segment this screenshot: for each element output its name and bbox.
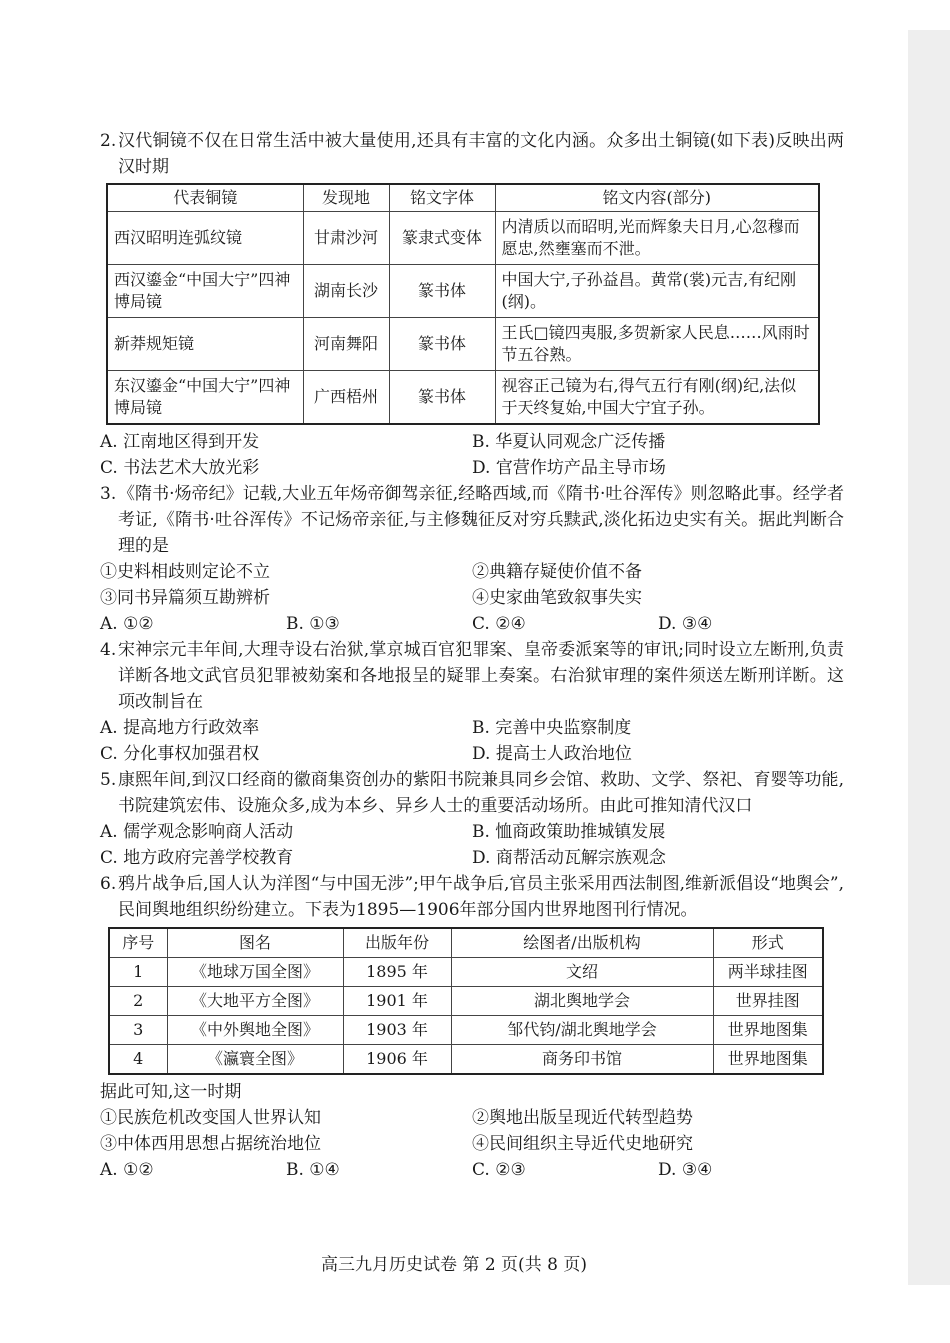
question-3 xyxy=(100,481,844,559)
table-cell: 《中外舆地全图》 xyxy=(167,1016,343,1045)
table-row xyxy=(109,958,823,987)
answer-options xyxy=(100,819,844,871)
table-cell: 内清质以而昭明,光而辉象夫日月,心忽穆而愿忠,然壅塞而不泄。 xyxy=(495,212,819,265)
question-stem: 鸦片战争后,国人认为洋图“与中国无涉”;甲午战争后,官员主张采用西法制图,维新派倡设“地舆会”,民间舆地组织纷纷建立。下表为1895—1906年部分国内世界地图刊行情况。 xyxy=(118,874,844,920)
answer-option-a[interactable]: A. ①② xyxy=(100,614,154,634)
statement-item: ④史家曲笔致叙事失实 xyxy=(472,588,642,608)
table-cell: 篆隶式变体 xyxy=(389,212,495,265)
question-2 xyxy=(100,128,844,180)
scrollbar[interactable] xyxy=(908,30,950,1285)
answer-option-c[interactable]: C. ②③ xyxy=(472,1160,526,1180)
question-stem: 《隋书·炀帝纪》记载,大业五年炀帝御驾亲征,经略西域,而《隋书·吐谷浑传》则忽略此事。经学者考证,《隋书·吐谷浑传》不记炀帝亲征,与主修魏征反对穷兵黩武,淡化拓边史实有关。据此判断合理的是 xyxy=(118,484,844,556)
table-cell: 世界地图集 xyxy=(713,1045,823,1075)
statement-item: ③同书异篇须互勘辨析 xyxy=(100,588,270,608)
table-header: 图名 xyxy=(167,928,343,958)
table-header: 出版年份 xyxy=(343,928,451,958)
question-stem: 汉代铜镜不仅在日常生活中被大量使用,还具有丰富的文化内涵。众多出土铜镜(如下表)反映出两汉时期 xyxy=(118,131,844,177)
table-cell: 商务印书馆 xyxy=(451,1045,713,1075)
table-cell: 篆书体 xyxy=(389,318,495,371)
table-cell: 邹代钧/湖北舆地学会 xyxy=(451,1016,713,1045)
question-number: 5. xyxy=(100,770,117,790)
table-cell: 湖北舆地学会 xyxy=(451,987,713,1016)
table-cell: 1901 年 xyxy=(343,987,451,1016)
table-cell: 2 xyxy=(109,987,167,1016)
table-cell: 河南舞阳 xyxy=(303,318,389,371)
table-cell: 西汉昭明连弧纹镜 xyxy=(107,212,303,265)
bronze-mirror-table xyxy=(106,183,820,425)
question-number: 6. xyxy=(100,874,117,894)
answer-option-d[interactable]: D. 提高士人政治地位 xyxy=(472,744,632,764)
table-row xyxy=(107,212,819,265)
table-cell: 《瀛寰全图》 xyxy=(167,1045,343,1075)
answer-option-b[interactable]: B. 完善中央监察制度 xyxy=(472,718,632,738)
table-row xyxy=(107,318,819,371)
table-cell: 视容正己镜为右,得气五行有刚(纲)纪,法似于天终复始,中国大宁宜子孙。 xyxy=(495,371,819,425)
table-cell: 甘肃沙河 xyxy=(303,212,389,265)
table-header: 代表铜镜 xyxy=(107,184,303,212)
answer-option-b[interactable]: B. ①④ xyxy=(286,1160,340,1180)
table-cell: 王氏□镜四夷服,多贺新家人民息……风雨时节五谷熟。 xyxy=(495,318,819,371)
answer-option-c[interactable]: C. 书法艺术大放光彩 xyxy=(100,458,260,478)
table-cell: 文绍 xyxy=(451,958,713,987)
answer-option-d[interactable]: D. ③④ xyxy=(658,1160,713,1180)
table-header: 铭文字体 xyxy=(389,184,495,212)
table-cell: 西汉鎏金“中国大宁”四神博局镜 xyxy=(107,265,303,318)
table-cell: 中国大宁,子孙益昌。黄常(裳)元吉,有纪刚(纲)。 xyxy=(495,265,819,318)
statement-item: ②舆地出版呈现近代转型趋势 xyxy=(472,1108,693,1128)
question-number: 3. xyxy=(100,484,117,504)
table-cell: 湖南长沙 xyxy=(303,265,389,318)
table-header-row xyxy=(109,928,823,958)
page-footer: 高三九月历史试卷 第 2 页(共 8 页) xyxy=(321,1255,587,1275)
world-map-table xyxy=(108,927,824,1075)
statement-item: ④民间组织主导近代史地研究 xyxy=(472,1134,693,1154)
table-cell: 新莽规矩镜 xyxy=(107,318,303,371)
statement-item: ①民族危机改变国人世界认知 xyxy=(100,1108,321,1128)
answer-option-c[interactable]: C. 分化事权加强君权 xyxy=(100,744,260,764)
table-cell: 1906 年 xyxy=(343,1045,451,1075)
question-stem: 宋神宗元丰年间,大理寺设右治狱,掌京城百官犯罪案、皇帝委派案等的审讯;同时设立左断刑,负责详断各地文武官员犯罪被劾案和各地报呈的疑罪上奏案。右治狱审理的案件须送左断刑详断。这项改制旨在 xyxy=(118,640,844,712)
answer-option-a[interactable]: A. 儒学观念影响商人活动 xyxy=(100,822,294,842)
question-stem: 康熙年间,到汉口经商的徽商集资创办的紫阳书院兼具同乡会馆、救助、文学、祭祀、育婴等功能,书院建筑宏伟、设施众多,成为本乡、异乡人士的重要活动场所。由此可推知清代汉口 xyxy=(118,770,844,816)
question-lead: 据此可知,这一时期 xyxy=(100,1082,242,1102)
answer-option-c[interactable]: C. ②④ xyxy=(472,614,526,634)
question-number: 2. xyxy=(100,131,117,151)
answer-option-b[interactable]: B. ①③ xyxy=(286,614,340,634)
statement-list xyxy=(100,1105,844,1157)
table-cell: 3 xyxy=(109,1016,167,1045)
table-cell: 4 xyxy=(109,1045,167,1075)
table-row xyxy=(109,1045,823,1075)
table-cell: 《地球万国全图》 xyxy=(167,958,343,987)
answer-option-b[interactable]: B. 恤商政策助推城镇发展 xyxy=(472,822,666,842)
answer-option-a[interactable]: A. 江南地区得到开发 xyxy=(100,432,260,452)
answer-option-a[interactable]: A. 提高地方行政效率 xyxy=(100,718,260,738)
answer-options xyxy=(100,1157,844,1183)
statement-item: ①史料相歧则定论不立 xyxy=(100,562,270,582)
table-cell: 1 xyxy=(109,958,167,987)
table-cell: 篆书体 xyxy=(389,371,495,425)
statement-item: ③中体西用思想占据统治地位 xyxy=(100,1134,321,1154)
question-4 xyxy=(100,637,844,715)
table-cell: 世界地图集 xyxy=(713,1016,823,1045)
table-header-row xyxy=(107,184,819,212)
table-cell: 1895 年 xyxy=(343,958,451,987)
answer-option-a[interactable]: A. ①② xyxy=(100,1160,154,1180)
table-cell: 《大地平方全图》 xyxy=(167,987,343,1016)
answer-options xyxy=(100,715,844,767)
question-6 xyxy=(100,871,844,923)
table-cell: 世界挂图 xyxy=(713,987,823,1016)
answer-option-d[interactable]: D. ③④ xyxy=(658,614,713,634)
answer-option-c[interactable]: C. 地方政府完善学校教育 xyxy=(100,848,294,868)
answer-option-b[interactable]: B. 华夏认同观念广泛传播 xyxy=(472,432,666,452)
table-cell: 广西梧州 xyxy=(303,371,389,425)
table-row xyxy=(107,371,819,425)
table-header: 发现地 xyxy=(303,184,389,212)
answer-option-d[interactable]: D. 商帮活动瓦解宗族观念 xyxy=(472,848,666,868)
table-cell: 东汉鎏金“中国大宁”四神博局镜 xyxy=(107,371,303,425)
table-cell: 篆书体 xyxy=(389,265,495,318)
table-header: 形式 xyxy=(713,928,823,958)
question-number: 4. xyxy=(100,640,117,660)
answer-options xyxy=(100,611,844,637)
answer-options xyxy=(100,429,844,481)
question-5 xyxy=(100,767,844,819)
table-row xyxy=(109,987,823,1016)
table-header: 序号 xyxy=(109,928,167,958)
exam-content xyxy=(100,128,844,1183)
table-row xyxy=(109,1016,823,1045)
statement-list xyxy=(100,559,844,611)
table-cell: 两半球挂图 xyxy=(713,958,823,987)
table-header: 绘图者/出版机构 xyxy=(451,928,713,958)
table-header: 铭文内容(部分) xyxy=(495,184,819,212)
answer-option-d[interactable]: D. 官营作坊产品主导市场 xyxy=(472,458,666,478)
statement-item: ②典籍存疑使价值不备 xyxy=(472,562,642,582)
table-row xyxy=(107,265,819,318)
table-cell: 1903 年 xyxy=(343,1016,451,1045)
